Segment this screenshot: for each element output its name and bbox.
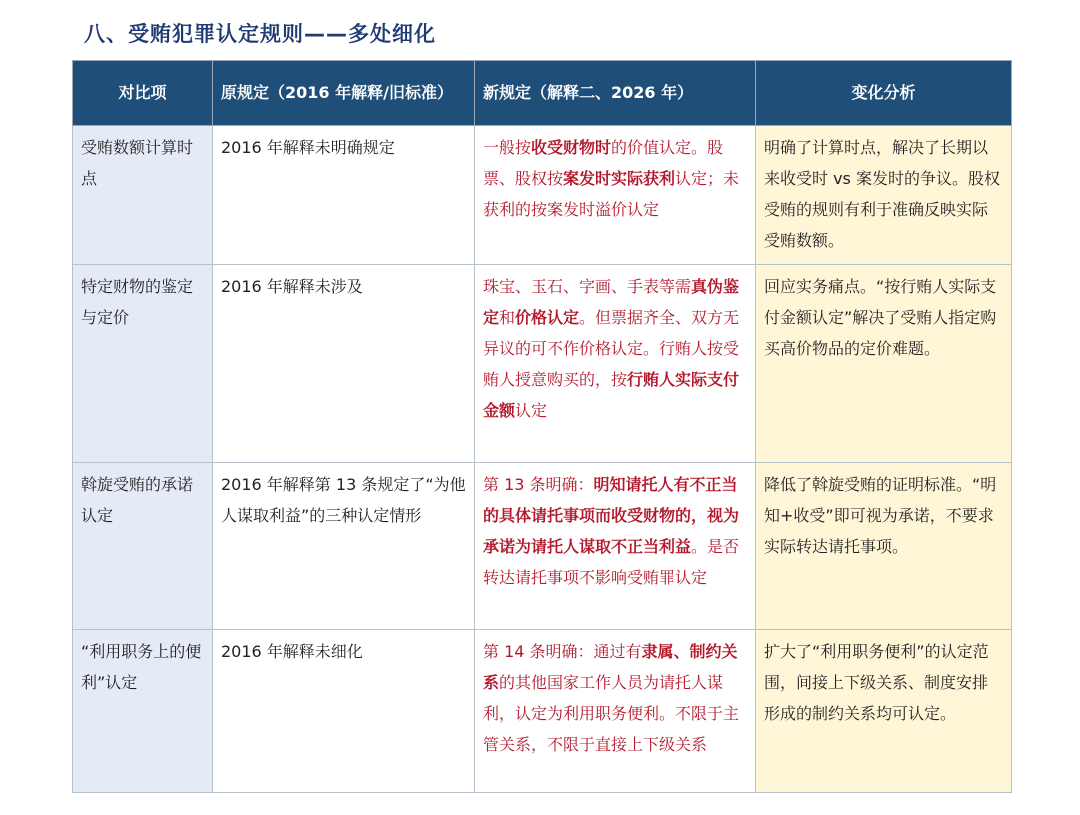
table-row (73, 265, 1012, 463)
row-item: 受贿数额计算时点 (73, 126, 213, 265)
comparison-table (72, 60, 1012, 793)
page-title: 八、受贿犯罪认定规则——多处细化 (84, 22, 436, 46)
row-old-rule: 2016 年解释第 13 条规定了“为他人谋取利益”的三种认定情形 (213, 463, 475, 630)
header-analysis: 变化分析 (756, 61, 1012, 126)
row-analysis: 明确了计算时点，解决了长期以来收受时 vs 案发时的争议。股权受贿的规则有利于准确反映实际受贿数额。 (756, 126, 1012, 265)
body-text: 认定 (515, 401, 548, 420)
table-row (73, 463, 1012, 630)
row-analysis: 降低了斡旋受贿的证明标准。“明知+收受”即可视为承诺，不要求实际转达请托事项。 (756, 463, 1012, 630)
body-text: 认定；未获利的按案发时溢价认定 (483, 169, 740, 219)
row-new-rule (475, 126, 756, 265)
table-row (73, 126, 1012, 265)
row-item: 斡旋受贿的承诺认定 (73, 463, 213, 630)
body-text: 和 (499, 308, 516, 327)
emphasis-text: 真伪鉴定 (483, 277, 740, 327)
emphasis-text: 明知请托人有不正当的具体请托事项而收受财物的，视为承诺为请托人谋取不正当利益 (483, 475, 740, 556)
row-analysis: 扩大了“利用职务便利”的认定范围，间接上下级关系、制度安排形成的制约关系均可认定。 (756, 630, 1012, 793)
row-item: “利用职务上的便利”认定 (73, 630, 213, 793)
body-text: 的价值认定。股票、股权按 (483, 138, 724, 188)
row-old-rule: 2016 年解释未涉及 (213, 265, 475, 463)
row-new-rule (475, 265, 756, 463)
emphasis-text: 价格认定 (515, 308, 580, 327)
table-row (73, 630, 1012, 793)
row-item: 特定财物的鉴定与定价 (73, 265, 213, 463)
body-text: 的其他国家工作人员为请托人谋利，认定为利用职务便利。不限于主管关系，不限于直接上下级关系 (483, 673, 740, 754)
body-text: 第 14 条明确：通过有 (483, 642, 642, 661)
row-old-rule: 2016 年解释未明确规定 (213, 126, 475, 265)
body-text: 珠宝、玉石、字画、手表等需 (483, 277, 692, 296)
row-new-rule (475, 463, 756, 630)
header-new-rule: 新规定（解释二、2026 年） (475, 61, 756, 126)
row-old-rule: 2016 年解释未细化 (213, 630, 475, 793)
table-header-row (73, 61, 1012, 126)
header-item: 对比项 (73, 61, 213, 126)
emphasis-text: 案发时实际获利 (563, 169, 676, 188)
row-new-rule (475, 630, 756, 793)
emphasis-text: 行贿人实际支付金额 (483, 370, 740, 420)
emphasis-text: 收受财物时 (531, 138, 612, 157)
body-text: 第 13 条明确： (483, 475, 594, 494)
row-analysis: 回应实务痛点。“按行贿人实际支付金额认定”解决了受贿人指定购买高价物品的定价难题。 (756, 265, 1012, 463)
body-text: 。但票据齐全、双方无异议的可不作价格认定。行贿人按受贿人授意购买的，按 (483, 308, 740, 389)
emphasis-text: 隶属、制约关系 (483, 642, 738, 692)
body-text: 。是否转达请托事项不影响受贿罪认定 (483, 537, 740, 587)
header-old-rule: 原规定（2016 年解释/旧标准） (213, 61, 475, 126)
body-text: 一般按 (483, 138, 532, 157)
